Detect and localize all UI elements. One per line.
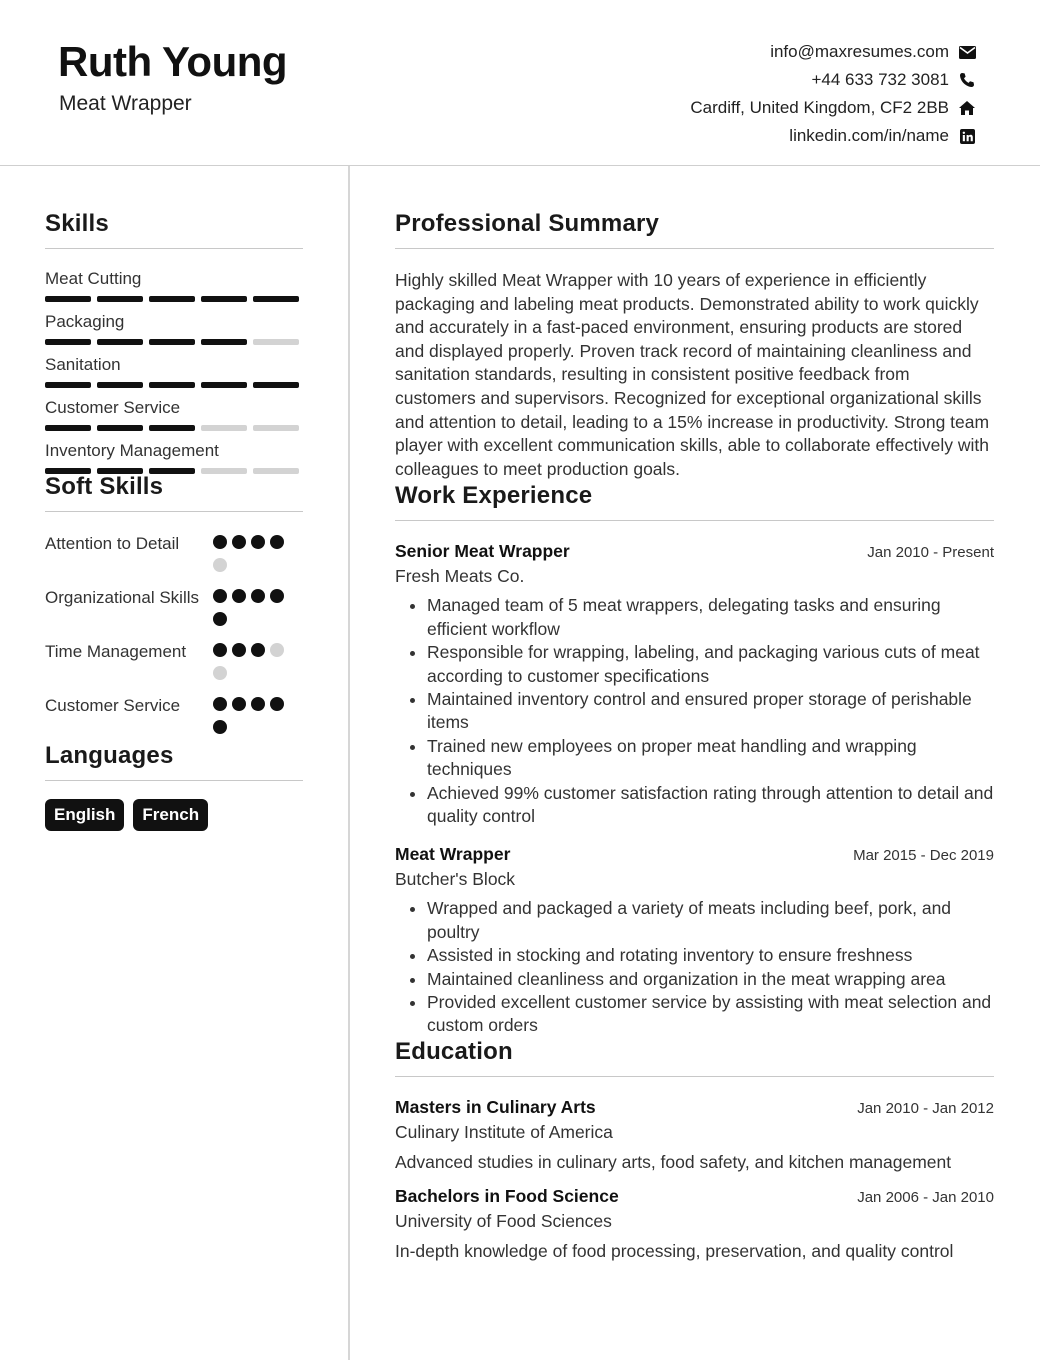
- responsibility-item: • Provided excellent customer service by assisting with meat selection and custom orders: [427, 991, 994, 1038]
- soft-skill-name: Time Management: [45, 642, 187, 661]
- summary-text: Highly skilled Meat Wrapper with 10 years of experience in efficiently packaging and labeling meat products. Demonstrated ability to work quickly and accurately in a fast-paced environment, ensuring products are stored and displayed properly. Proven track record of maintaining cleanliness and sanitation standards, resulting in consistent positive feedback from customers and supervisors. Recognized for exceptional organizational skills and attention to detail, leading to a 15% increase in productivity. Strong team player with excellent communication skills, able to collaborate effectively with colleagues to meet production goals.: [395, 270, 990, 479]
- languages-heading: Languages: [45, 742, 174, 769]
- skill-name: Customer Service: [45, 398, 181, 417]
- contact-linkedin[interactable]: [690, 122, 976, 150]
- skill-level-segment: [149, 339, 195, 345]
- contact-email[interactable]: [690, 38, 976, 66]
- rating-dot: [213, 697, 227, 711]
- experience-item: [395, 844, 994, 1037]
- degree-name: Bachelors in Food Science: [395, 1185, 619, 1206]
- skill-level-segment: [201, 468, 247, 474]
- responsibility-item: • Assisted in stocking and rotating inventory to ensure freshness: [427, 944, 994, 967]
- rating-dot: [213, 720, 227, 734]
- skill-list: [45, 269, 303, 484]
- education-dates: Jan 2006 - Jan 2010: [857, 1188, 994, 1206]
- responsibility-item: • Maintained inventory control and ensured proper storage of perishable items: [427, 688, 994, 735]
- education-list: [395, 1097, 994, 1262]
- contact-address: [690, 94, 976, 122]
- responsibility-item: • Trained new employees on proper meat handling and wrapping techniques: [427, 735, 994, 782]
- education-header: [395, 1186, 994, 1207]
- soft-skill-list: [45, 532, 303, 748]
- rating-dot: [251, 535, 265, 549]
- contact-phone-text: +44 633 732 3081: [811, 70, 949, 89]
- section-divider: [395, 1076, 994, 1077]
- soft-skill-item: [45, 694, 303, 748]
- summary-section: [395, 210, 994, 481]
- responsibility-item: • Wrapped and packaged a variety of meats including beef, pork, and poultry: [427, 897, 994, 944]
- education-description: Advanced studies in culinary arts, food safety, and kitchen management: [395, 1151, 952, 1172]
- rating-dot: [213, 666, 227, 680]
- education-dates: Jan 2010 - Jan 2012: [857, 1099, 994, 1117]
- soft-skill-rating: [213, 532, 289, 586]
- sidebar: [45, 210, 303, 831]
- skill-level-segment: [97, 339, 143, 345]
- job-title: Meat Wrapper: [395, 844, 511, 865]
- skill-level-segment: [45, 425, 91, 431]
- rating-dot: [213, 612, 227, 626]
- school-name: Culinary Institute of America: [395, 1121, 613, 1142]
- company-name: Butcher's Block: [395, 869, 516, 890]
- job-dates: Jan 2010 - Present: [867, 544, 994, 562]
- soft-skill-rating: [213, 586, 289, 640]
- contact-linkedin-text: linkedin.com/in/name: [789, 126, 949, 145]
- responsibility-list: [395, 594, 994, 828]
- education-item: [395, 1186, 994, 1262]
- skill-item: [45, 398, 303, 441]
- experience-list: [395, 541, 994, 1038]
- rating-dot: [270, 535, 284, 549]
- soft-skill-item: [45, 532, 303, 586]
- skill-level-segment: [97, 425, 143, 431]
- skill-level-segment: [253, 296, 299, 302]
- education-heading: Education: [395, 1037, 513, 1065]
- experience-header: [395, 844, 994, 865]
- section-divider: [45, 780, 303, 781]
- skills-heading: Skills: [45, 210, 109, 237]
- skill-level-segment: [253, 425, 299, 431]
- language-list: [45, 799, 303, 831]
- responsibility-list: [395, 897, 994, 1037]
- section-divider: [45, 248, 303, 249]
- section-divider: [45, 511, 303, 512]
- resume-header: [0, 0, 1040, 166]
- soft-skill-name: Attention to Detail: [45, 534, 180, 553]
- skill-name: Packaging: [45, 312, 125, 331]
- skill-level-segment: [149, 425, 195, 431]
- skills-section: [45, 210, 303, 484]
- experience-item: [395, 541, 994, 828]
- job-title: Senior Meat Wrapper: [395, 541, 570, 562]
- responsibility-item: • Achieved 99% customer satisfaction rating through attention to detail and quality control: [427, 782, 994, 829]
- rating-dot: [213, 535, 227, 549]
- soft-skill-rating: [213, 640, 289, 694]
- soft-skill-name: Organizational Skills: [45, 588, 200, 607]
- skill-level-bar: [45, 339, 303, 345]
- school-name: University of Food Sciences: [395, 1210, 612, 1231]
- phone-icon: [958, 71, 976, 89]
- company-name: Fresh Meats Co.: [395, 566, 525, 587]
- responsibility-item: • Maintained cleanliness and organization in the meat wrapping area: [427, 968, 994, 991]
- skill-level-bar: [45, 425, 303, 431]
- rating-dot: [213, 558, 227, 572]
- soft-skill-item: [45, 640, 303, 694]
- linkedin-icon: [958, 127, 976, 145]
- skill-name: Sanitation: [45, 355, 121, 374]
- responsibility-item: • Managed team of 5 meat wrappers, delegating tasks and ensuring efficient workflow: [427, 594, 994, 641]
- skill-level-segment: [201, 296, 247, 302]
- section-divider: [395, 520, 994, 521]
- language-badge: French: [133, 799, 208, 831]
- job-dates: Mar 2015 - Dec 2019: [853, 847, 994, 865]
- skill-level-segment: [97, 296, 143, 302]
- skill-level-bar: [45, 296, 303, 302]
- experience-section: [395, 482, 994, 1038]
- rating-dot: [251, 643, 265, 657]
- skill-item: [45, 269, 303, 312]
- contact-list: [690, 38, 976, 150]
- languages-section: [45, 742, 303, 831]
- summary-heading: Professional Summary: [395, 210, 660, 237]
- skill-level-segment: [253, 468, 299, 474]
- education-item: [395, 1097, 994, 1173]
- rating-dot: [251, 589, 265, 603]
- candidate-title: Meat Wrapper: [59, 92, 192, 115]
- skill-level-segment: [253, 382, 299, 388]
- rating-dot: [270, 589, 284, 603]
- rating-dot: [251, 697, 265, 711]
- skill-level-bar: [45, 382, 303, 388]
- skill-name: Inventory Management: [45, 441, 219, 460]
- education-header: [395, 1097, 994, 1118]
- home-icon: [958, 99, 976, 117]
- experience-heading: Work Experience: [395, 482, 593, 510]
- skill-level-segment: [149, 296, 195, 302]
- main-content: [395, 210, 994, 1262]
- rating-dot: [232, 697, 246, 711]
- rating-dot: [232, 589, 246, 603]
- skill-level-segment: [97, 382, 143, 388]
- skill-level-segment: [45, 339, 91, 345]
- education-description: In-depth knowledge of food processing, preservation, and quality control: [395, 1240, 954, 1261]
- language-badge: English: [45, 799, 124, 831]
- rating-dot: [270, 643, 284, 657]
- rating-dot: [270, 697, 284, 711]
- soft-skill-item: [45, 586, 303, 640]
- rating-dot: [232, 535, 246, 549]
- skill-level-segment: [149, 382, 195, 388]
- envelope-icon: [958, 43, 976, 61]
- skill-item: [45, 355, 303, 398]
- education-section: [395, 1038, 994, 1262]
- responsibility-item: • Responsible for wrapping, labeling, and packaging various cuts of meat according to customer specifications: [427, 641, 994, 688]
- rating-dot: [213, 643, 227, 657]
- skill-level-segment: [45, 382, 91, 388]
- candidate-name: Ruth Young: [58, 38, 288, 85]
- skill-name: Meat Cutting: [45, 269, 142, 288]
- skill-level-segment: [201, 425, 247, 431]
- section-divider: [395, 248, 994, 249]
- soft-skill-name: Customer Service: [45, 696, 181, 715]
- contact-phone[interactable]: [690, 66, 976, 94]
- soft-skill-rating: [213, 694, 289, 748]
- contact-address-text: Cardiff, United Kingdom, CF2 2BB: [690, 98, 949, 117]
- rating-dot: [232, 643, 246, 657]
- degree-name: Masters in Culinary Arts: [395, 1096, 596, 1117]
- skill-level-segment: [201, 339, 247, 345]
- soft-skills-heading: Soft Skills: [45, 473, 164, 500]
- skill-level-segment: [253, 339, 299, 345]
- skill-level-segment: [201, 382, 247, 388]
- column-divider: [348, 166, 350, 1360]
- contact-email-text: info@maxresumes.com: [770, 42, 949, 61]
- soft-skills-section: [45, 473, 303, 748]
- experience-header: [395, 541, 994, 562]
- rating-dot: [213, 589, 227, 603]
- skill-item: [45, 312, 303, 355]
- skill-level-segment: [45, 296, 91, 302]
